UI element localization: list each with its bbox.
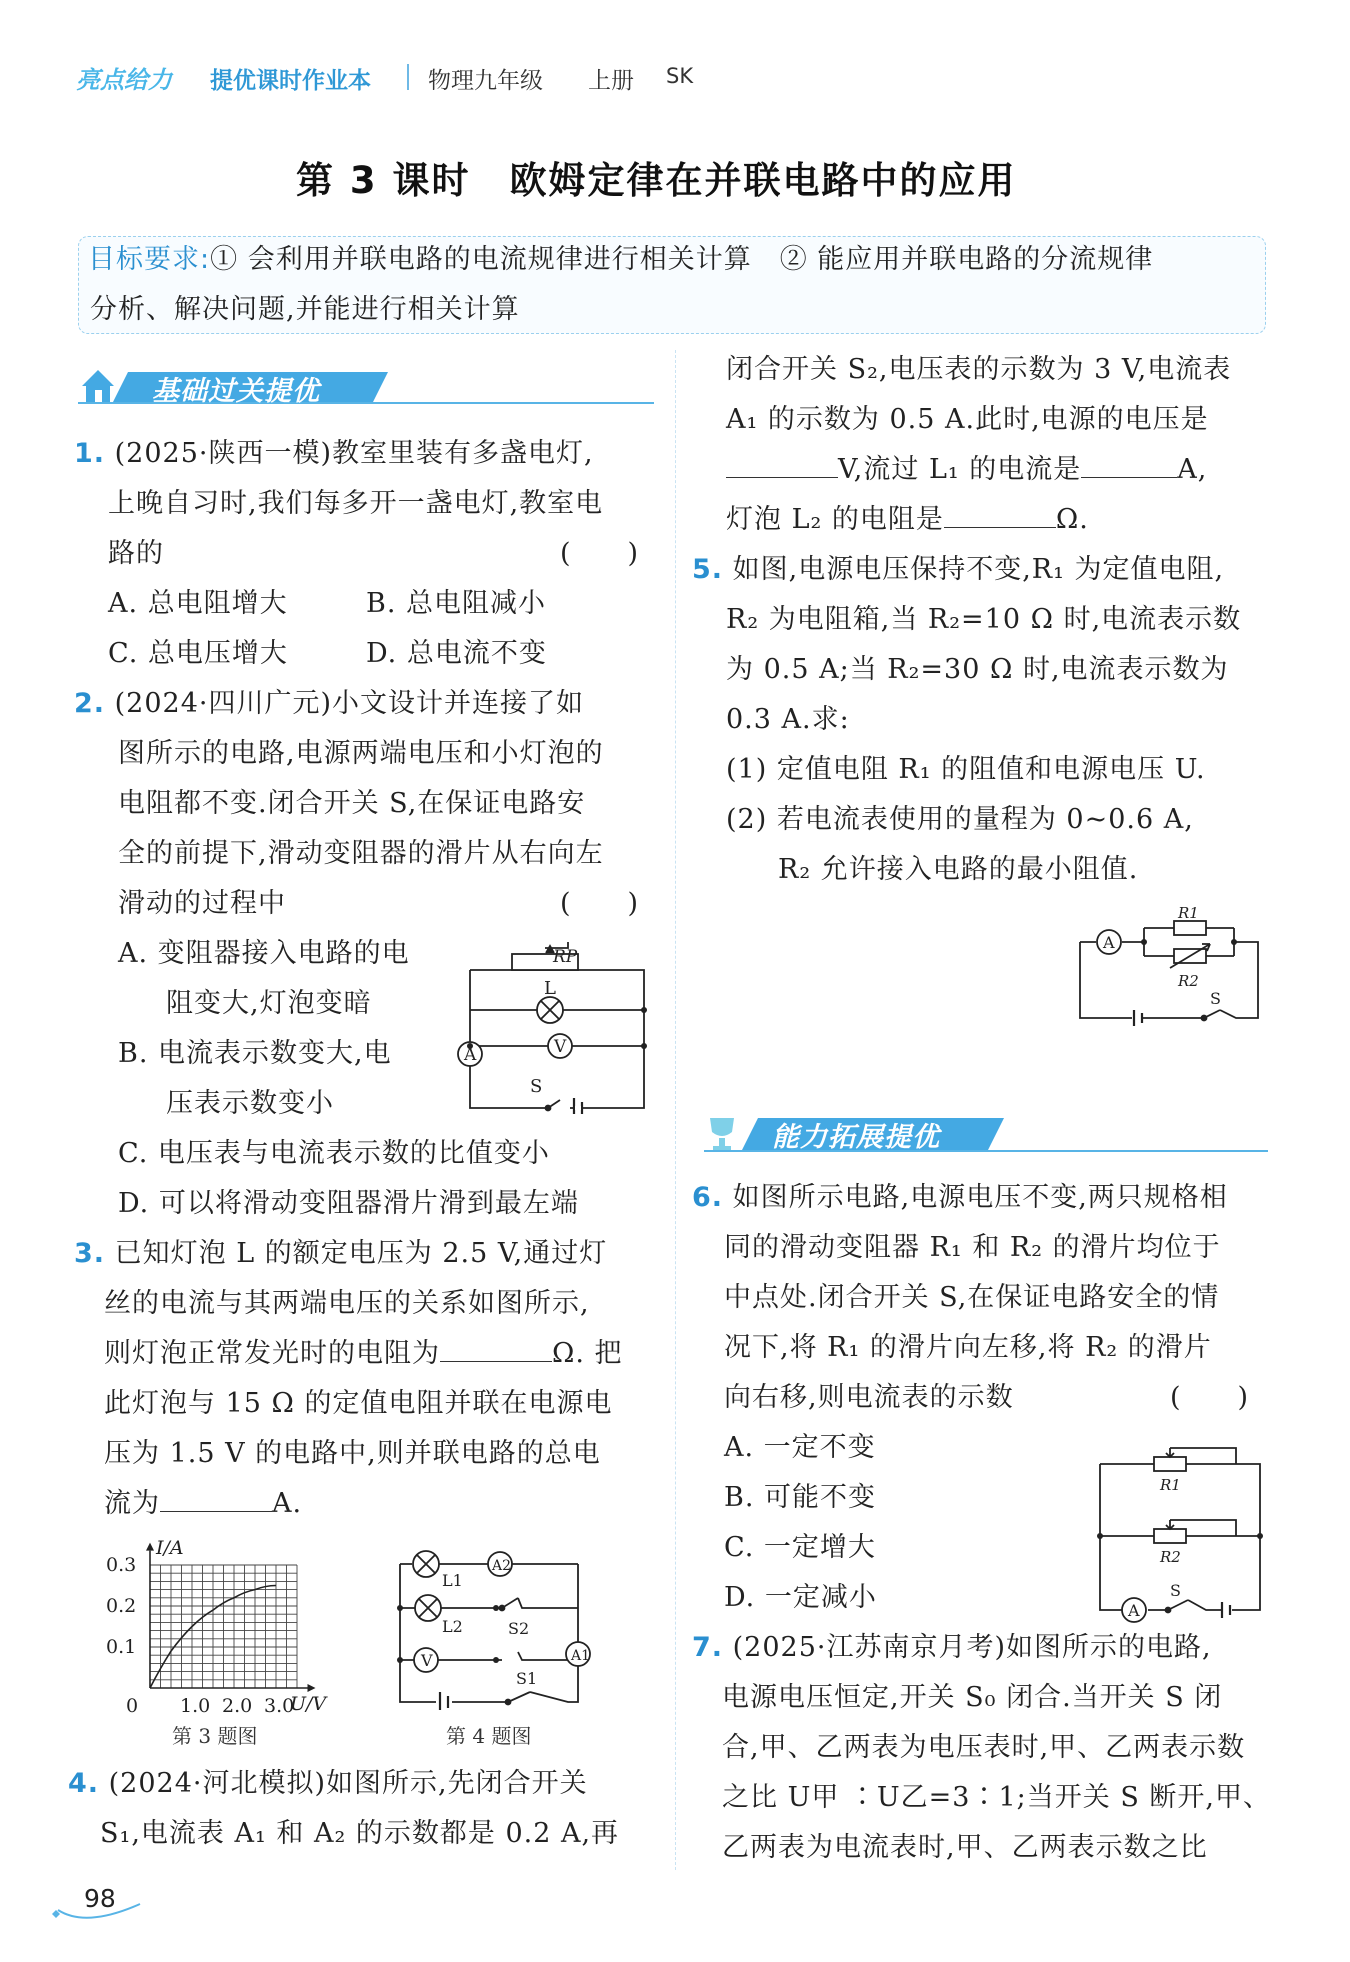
q5-number: 5.: [692, 554, 724, 585]
switch-s1-icon: [508, 1692, 530, 1702]
svg-text:L2: L2: [442, 1617, 463, 1636]
q6-circuit-diagram: [1094, 1434, 1266, 1624]
q4-line-5: V,流过 L₁ 的电流是 A,: [726, 446, 1207, 494]
q2-option-c: C. 电压表与电流表示数的比值变小: [118, 1138, 550, 1169]
svg-text:S: S: [530, 1076, 543, 1097]
q4-line-2: S₁,电流表 A₁ 和 A₂ 的示数都是 0.2 A,再: [100, 1818, 620, 1849]
q6-option-a: A. 一定不变: [724, 1432, 876, 1463]
svg-text:R1: R1: [1178, 906, 1199, 922]
q2-option-b-2: 压表示数变小: [166, 1088, 334, 1119]
q3-line-3: 则灯泡正常发光时的电阻为 Ω. 把: [104, 1330, 623, 1378]
chart-x-tick-label: 2.0: [222, 1695, 253, 1717]
q7-number: 7.: [692, 1632, 724, 1663]
svg-text:R2: R2: [1178, 972, 1199, 990]
q7-line-3: 合,甲、乙两表为电压表时,甲、乙两表示数: [722, 1732, 1246, 1763]
q7-line-4: 之比 U甲 ∶U乙=3∶1;当开关 S 断开,甲、: [722, 1782, 1271, 1813]
chart-x-tick-label: 3.0: [264, 1695, 295, 1717]
svg-text:RP: RP: [553, 947, 578, 967]
q5-part-1: (1) 定值电阻 R₁ 的阻值和电源电压 U.: [726, 754, 1206, 785]
q7-line-1: 7. (2025·江苏南京月考)如图所示的电路,: [692, 1632, 1212, 1663]
q1-option-c: C. 总电压增大: [108, 638, 288, 669]
q2-answer-paren: ( ): [560, 888, 640, 919]
chart-y-tick-label: 0.3: [106, 1554, 137, 1576]
svg-text:A1: A1: [571, 1648, 591, 1664]
page-number: 98: [84, 1884, 116, 1913]
q4-number: 4.: [68, 1768, 100, 1799]
rheostat-r1: [1154, 1457, 1186, 1471]
rheostat-r2: [1154, 1529, 1186, 1543]
q6-line-3: 中点处.闭合开关 S,在保证电路安全的情: [724, 1282, 1220, 1313]
book-name: 物理九年级: [428, 68, 543, 94]
q6-number: 6.: [692, 1182, 724, 1213]
svg-text:R1: R1: [1160, 1476, 1181, 1494]
volume: 上册: [588, 68, 634, 94]
goals-label: 目标要求:: [88, 244, 211, 275]
q1-option-b: B. 总电阻减小: [366, 588, 547, 619]
q4-line-3: 闭合开关 S₂,电压表的示数为 3 V,电流表: [726, 354, 1232, 385]
q1-number: 1.: [74, 438, 106, 469]
svg-text:S: S: [1210, 989, 1221, 1008]
goals-line-1: 目标要求:① 会利用并联电路的电流规律进行相关计算 ② 能应用并联电路的分流规律: [88, 244, 1154, 275]
q2-option-b-1: B. 电流表示数变大,电: [118, 1038, 392, 1069]
q4-blank-2: [1081, 451, 1177, 478]
q1-option-a: A. 总电阻增大: [108, 588, 288, 619]
svg-text:L: L: [544, 978, 556, 999]
q2-number: 2.: [74, 688, 106, 719]
q1-line-1: 1. (2025·陕西一模)教室里装有多盏电灯,: [74, 438, 594, 469]
chart-y-tick-label: 0.1: [106, 1636, 137, 1658]
header-divider: [407, 64, 409, 90]
house-icon: [82, 370, 114, 402]
q2-option-d: D. 可以将滑动变阻器滑片滑到最左端: [118, 1188, 579, 1219]
q5-line-4: 0.3 A.求:: [726, 704, 850, 735]
q6-option-c: C. 一定增大: [724, 1532, 876, 1563]
q3-blank-1: [440, 1335, 552, 1362]
q7-line-5: 乙两表为电流表时,甲、乙两表示数之比: [722, 1832, 1208, 1863]
fig3-caption: 第 3 题图: [172, 1724, 258, 1748]
q2-line-2: 图所示的电路,电源两端电压和小灯泡的: [118, 738, 604, 769]
battery-icon: [440, 1692, 448, 1710]
svg-text:A: A: [464, 1045, 477, 1065]
q5-line-2: R₂ 为电阻箱,当 R₂=10 Ω 时,电流表示数: [726, 604, 1242, 635]
q6-option-d: D. 一定减小: [724, 1582, 877, 1613]
q3-line-5: 压为 1.5 V 的电路中,则并联电路的总电: [104, 1438, 601, 1469]
q3-number: 3.: [74, 1238, 106, 1269]
brand-logo: 亮点给力: [76, 66, 172, 94]
section-title-basic: 基础过关提优: [152, 376, 320, 407]
q5-line-3: 为 0.5 A;当 R₂=30 Ω 时,电流表示数为: [726, 654, 1229, 685]
q3-line-6: 流为 A.: [104, 1480, 302, 1528]
page-title: 第 3 课时 欧姆定律在并联电路中的应用: [296, 159, 1017, 202]
battery-icon: [1134, 1010, 1142, 1026]
section-title-ability: 能力拓展提优: [772, 1122, 940, 1153]
q3-iu-chart: [104, 1538, 346, 1718]
svg-text:V: V: [421, 1651, 433, 1670]
svg-text:V: V: [554, 1037, 567, 1057]
q4-blank-1: [726, 451, 838, 478]
q4-blank-3: [944, 501, 1056, 528]
chart-y-tick-label: 0.2: [106, 1595, 137, 1617]
svg-text:A: A: [1128, 1601, 1140, 1620]
chart-xlabel: U/V: [290, 1693, 327, 1715]
q5-part-2: (2) 若电流表使用的量程为 0~0.6 A,: [726, 804, 1194, 835]
battery-icon: [1222, 1602, 1230, 1618]
q2-line-1: 2. (2024·四川广元)小文设计并连接了如: [74, 688, 585, 719]
q3-line-4: 此灯泡与 15 Ω 的定值电阻并联在电源电: [104, 1388, 613, 1419]
q4-line-1: 4. (2024·河北模拟)如图所示,先闭合开关: [68, 1768, 588, 1799]
svg-text:S2: S2: [508, 1619, 530, 1638]
q2-option-a-2: 阻变大,灯泡变暗: [166, 988, 372, 1019]
svg-text:R2: R2: [1160, 1548, 1181, 1566]
q1-option-d: D. 总电流不变: [366, 638, 547, 669]
trophy-icon: [710, 1118, 734, 1150]
chart-ylabel: I/A: [156, 1538, 184, 1559]
q3-blank-2: [160, 1485, 272, 1512]
q1-line-2: 上晚自习时,我们每多开一盏电灯,教室电: [108, 488, 604, 519]
q6-line-2: 同的滑动变阻器 R₁ 和 R₂ 的滑片均位于: [724, 1232, 1221, 1263]
q2-circuit-diagram: [450, 942, 658, 1114]
q4-line-4: A₁ 的示数为 0.5 A.此时,电源的电压是: [726, 404, 1209, 435]
q6-line-4: 况下,将 R₁ 的滑片向左移,将 R₂ 的滑片: [724, 1332, 1212, 1363]
q2-line-3: 电阻都不变.闭合开关 S,在保证电路安: [118, 788, 586, 819]
q3-line-1: 3. 已知灯泡 L 的额定电压为 2.5 V,通过灯: [74, 1238, 608, 1269]
svg-text:A: A: [1103, 933, 1115, 952]
q2-line-5: 滑动的过程中: [118, 888, 286, 919]
column-divider: [675, 350, 676, 1870]
svg-text:S1: S1: [516, 1669, 538, 1688]
q6-option-b: B. 可能不变: [724, 1482, 877, 1513]
svg-text:L1: L1: [442, 1571, 463, 1590]
q7-line-2: 电源电压恒定,开关 S₀ 闭合.当开关 S 闭: [722, 1682, 1223, 1713]
series-name: 提优课时作业本: [210, 68, 371, 94]
goals-line-2: 分析、解决问题,并能进行相关计算: [90, 294, 520, 325]
q3-line-2: 丝的电流与其两端电压的关系如图所示,: [104, 1288, 590, 1319]
q4-circuit-diagram: [396, 1548, 602, 1710]
chart-y-arrow: [146, 1543, 154, 1551]
q6-line-1: 6. 如图所示电路,电源电压不变,两只规格相: [692, 1182, 1228, 1213]
q5-line-1: 5. 如图,电源电压保持不变,R₁ 为定值电阻,: [692, 554, 1225, 585]
chart-x-tick-label: 0: [126, 1695, 139, 1717]
q4-line-6: 灯泡 L₂ 的电阻是 Ω.: [726, 496, 1089, 544]
q5-circuit-diagram: [1076, 906, 1272, 1030]
chart-x-arrow: [308, 1684, 316, 1692]
q1-line-3: 路的: [108, 538, 164, 569]
fig4-caption: 第 4 题图: [446, 1724, 532, 1748]
chart-x-tick-label: 1.0: [180, 1695, 211, 1717]
q5-part-2b: R₂ 允许接入电路的最小阻值.: [778, 854, 1139, 885]
q6-answer-paren: ( ): [1170, 1382, 1250, 1413]
edition: SK: [666, 64, 694, 88]
q6-line-5: 向右移,则电流表的示数: [724, 1382, 1014, 1413]
q2-line-4: 全的前提下,滑动变阻器的滑片从右向左: [118, 838, 604, 869]
q2-option-a-1: A. 变阻器接入电路的电: [118, 938, 410, 969]
svg-text:A2: A2: [492, 1558, 512, 1574]
svg-text:S: S: [1170, 1581, 1181, 1600]
resistor-r1: [1174, 921, 1206, 935]
q1-answer-paren: ( ): [560, 538, 640, 569]
